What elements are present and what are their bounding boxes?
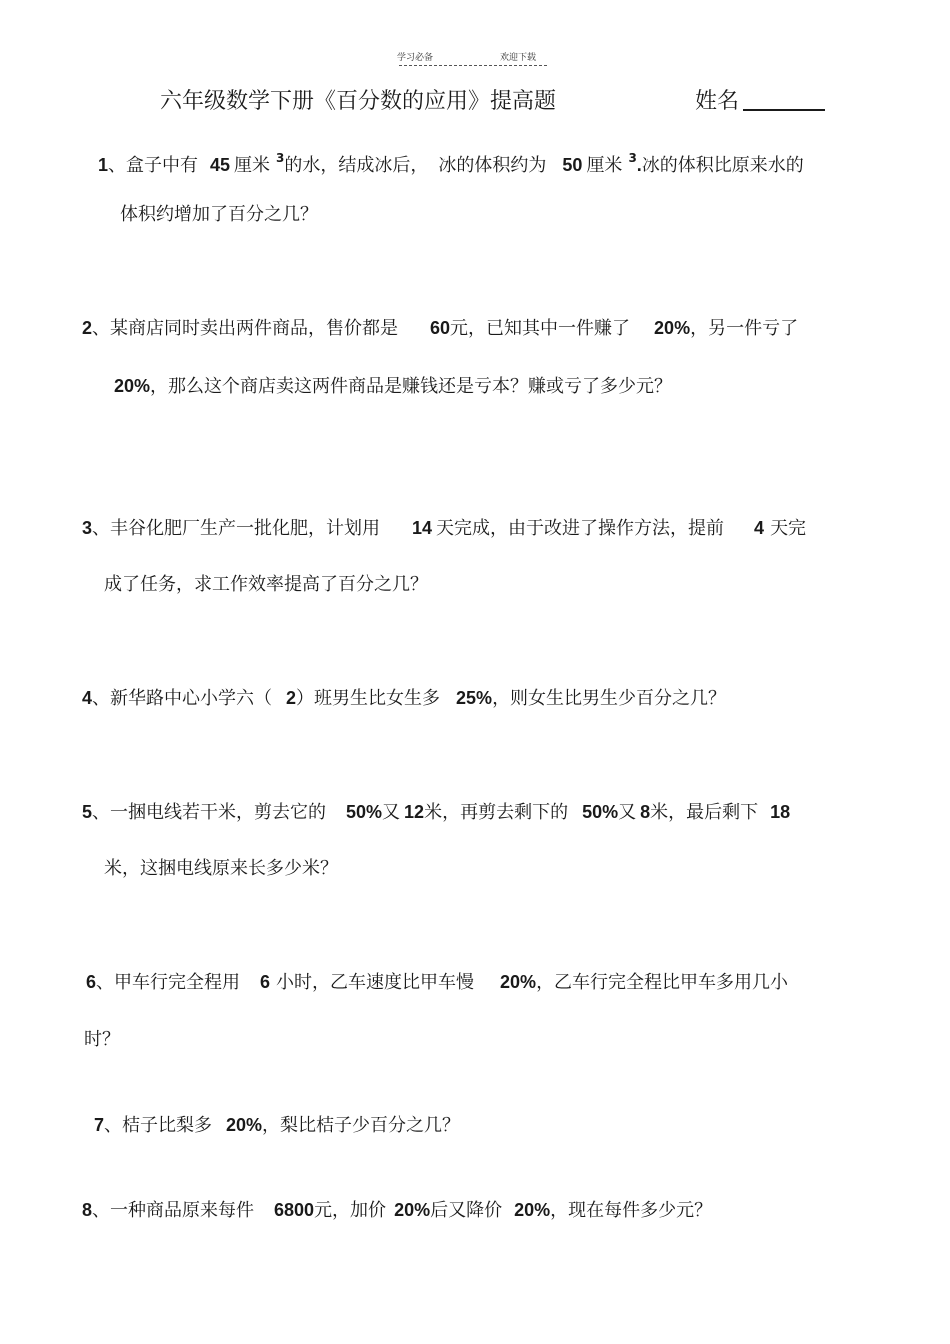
q6-text-b: 小时，乙车速度比甲车慢 (276, 972, 475, 993)
name-field (695, 84, 825, 115)
q2-text-d: ，那么这个商店卖这两件商品是赚钱还是亏本？赚或亏了多少元？ (150, 376, 673, 397)
q2-text-c: ，另一件亏了 (690, 318, 799, 339)
q1-superscript-2: 3 (628, 151, 637, 165)
q6-value-20pct: 20% (500, 972, 537, 992)
q2-value-60: 60 (430, 318, 451, 338)
q4-text-c: ，则女生比男生少百分之几？ (492, 688, 727, 709)
question-1-number: 1 (98, 155, 109, 175)
question-5-line-2: 米，这捆电线原来长多少米？ (104, 858, 338, 879)
q1-text-d: 冰的体积约为 (438, 155, 547, 176)
page-header (397, 50, 547, 68)
question-8-line-1 (82, 1198, 712, 1223)
question-5-number: 5 (82, 802, 93, 822)
question-6-number: 6 (86, 972, 97, 992)
header-dashed-rule (399, 65, 547, 66)
q5-text-e: 米，最后剩下 (650, 802, 759, 823)
q1-period: . (636, 155, 642, 175)
q8-value-20pct-2: 20% (514, 1200, 551, 1220)
q1-text-a: 、盒子中有 (108, 155, 199, 176)
name-blank (743, 87, 825, 111)
question-2-line-1 (82, 316, 798, 341)
q8-text-d: ，现在每件多少元？ (550, 1200, 713, 1221)
question-7-number: 7 (94, 1115, 105, 1135)
q8-text-b: 元，加价 (314, 1200, 387, 1221)
q1-superscript-1: 3 (276, 151, 285, 165)
q7-text-b: ，梨比桔子少百分之几？ (262, 1115, 461, 1136)
q5-text-c: 米，再剪去剩下的 (424, 802, 569, 823)
q2-text-a: 、某商店同时卖出两件商品，售价都是 (92, 318, 399, 339)
header-left-text: 学习必备 (397, 53, 434, 63)
q4-text-a: 、新华路中心小学六（ (92, 688, 273, 709)
question-7-line-1 (94, 1113, 460, 1138)
q7-value-20pct: 20% (226, 1115, 263, 1135)
q2-value-20pct-2: 20% (114, 376, 151, 396)
q8-text-a: 、一种商品原来每件 (92, 1200, 255, 1221)
q5-text-b: 又 (382, 802, 401, 823)
q3-value-14: 14 (412, 518, 433, 538)
header-right-text: 欢迎下载 (500, 53, 537, 63)
q3-text-c: 天完 (770, 518, 807, 539)
question-3-line-1 (82, 516, 806, 541)
question-2-line-2 (114, 374, 672, 399)
q8-value-20pct-1: 20% (394, 1200, 431, 1220)
q7-text-a: 、桔子比梨多 (104, 1115, 213, 1136)
q5-text-d: 又 (618, 802, 637, 823)
q1-value-45: 45 (210, 155, 231, 175)
q2-text-b: 元，已知其中一件赚了 (450, 318, 631, 339)
question-5-line-1 (82, 800, 790, 825)
question-3-line-2: 成了任务，求工作效率提高了百分之几？ (104, 574, 428, 595)
q8-value-6800: 6800 (274, 1200, 315, 1220)
question-4-line-1 (82, 686, 726, 711)
q3-text-b: 天完成，由于改进了操作方法，提前 (436, 518, 725, 539)
question-8-number: 8 (82, 1200, 93, 1220)
q6-value-6: 6 (260, 972, 271, 992)
q1-text-g: 冰的体积比原来水的 (641, 155, 804, 176)
question-1-line-2: 体积约增加了百分之几？ (120, 204, 318, 225)
q5-value-50pct-1: 50% (346, 802, 383, 822)
q4-text-b: ）班男生比女生多 (296, 688, 441, 709)
q1-unit-2: 厘米 (586, 155, 623, 176)
question-1-line-1 (98, 146, 804, 178)
q5-value-12: 12 (404, 802, 425, 822)
q5-value-18: 18 (770, 802, 791, 822)
name-label: 姓名 (695, 89, 740, 114)
q2-value-20pct-1: 20% (654, 318, 691, 338)
q4-value-25pct: 25% (456, 688, 493, 708)
q1-value-50: 50 (562, 155, 583, 175)
q5-value-50pct-2: 50% (582, 802, 619, 822)
q3-text-a: 、丰谷化肥厂生产一批化肥，计划用 (92, 518, 381, 539)
q1-text-c: 的水，结成冰后， (284, 155, 429, 176)
q8-text-c: 后又降价 (430, 1200, 503, 1221)
question-2-number: 2 (82, 318, 93, 338)
question-4-number: 4 (82, 688, 93, 708)
q6-text-c: ，乙车行完全程比甲车多用几小 (536, 972, 789, 993)
q5-value-8: 8 (640, 802, 651, 822)
q6-text-a: 、甲车行完全程用 (96, 972, 241, 993)
q1-unit-1: 厘米 (234, 155, 271, 176)
question-6-line-1 (86, 970, 788, 995)
q3-value-4: 4 (754, 518, 765, 538)
question-3-number: 3 (82, 518, 93, 538)
q4-value-2: 2 (286, 688, 297, 708)
page-title: 六年级数学下册《百分数的应用》提高题 (160, 89, 557, 114)
question-6-line-2: 时？ (84, 1029, 120, 1050)
q5-text-a: 、一捆电线若干米，剪去它的 (92, 802, 327, 823)
